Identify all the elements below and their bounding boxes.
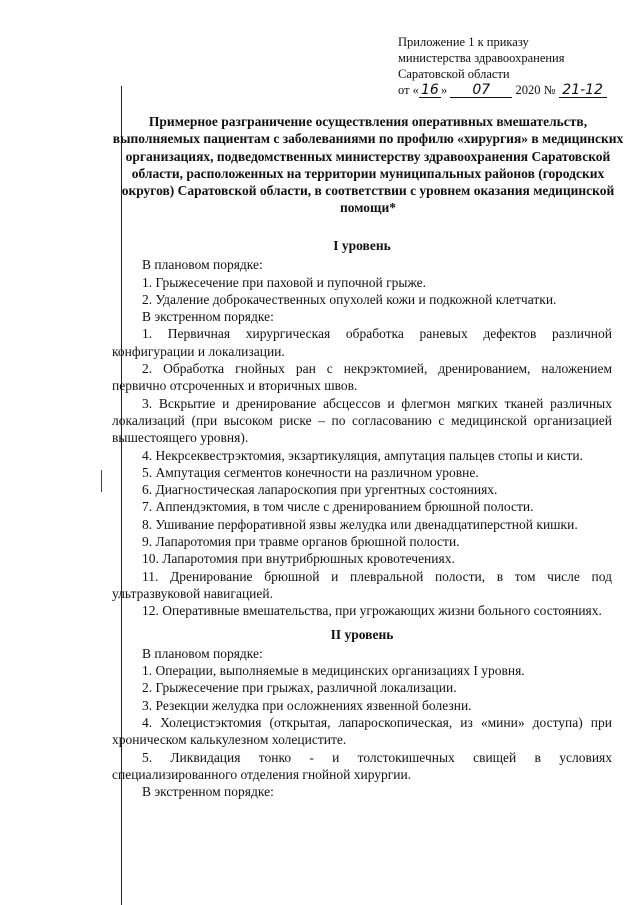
appendix-line-2: министерства здравоохранения: [398, 51, 565, 65]
level-1-emergency-item: 11. Дренирование брюшной и плевральной полости, в том числе под ультразвуковой навигацией.: [112, 568, 612, 601]
level-1-emergency-item: 10. Лапаротомия при внутрибрюшных кровотечениях.: [142, 551, 455, 567]
appendix-month: 07: [450, 83, 512, 98]
level-1-emergency-label: В экстренном порядке:: [142, 309, 274, 325]
appendix-from: от «: [398, 83, 419, 97]
level-2-planned-item: 5. Ликвидация тонко - и толстокишечных свищей в условиях специализированного отделения гнойной хирургии.: [112, 749, 612, 782]
level-1-emergency-item: 9. Лапаротомия при травме органов брюшной полости.: [142, 534, 460, 550]
document-body: [112, 237, 612, 801]
scan-mark: [101, 470, 102, 492]
level-1-planned-item: 1. Грыжесечение при паховой и пупочной грыже.: [142, 274, 427, 290]
level-1-emergency-item: 1. Первичная хирургическая обработка раневых дефектов различной конфигурации и локализации.: [112, 326, 612, 359]
appendix-line-3: Саратовской области: [398, 67, 510, 81]
level-1-planned-item: 2. Удаление доброкачественных опухолей кожи и подкожной клетчатки.: [142, 291, 557, 307]
appendix-year-number: 2020 №: [515, 83, 556, 97]
level-2-planned-item: 3. Резекции желудка при осложнениях язвенной болезни.: [142, 697, 472, 713]
level-1-emergency-item: 2. Обработка гнойных ран с некрэктомией, дренированием, наложением первично отсроченных и вторичных швов.: [112, 361, 612, 394]
level-1-heading: I уровень: [333, 238, 391, 253]
level-2-emergency-label: В экстренном порядке:: [142, 784, 274, 800]
appendix-close-quote: »: [440, 83, 448, 97]
level-2-planned-item: 2. Грыжесечение при грыжах, различной локализации.: [142, 680, 457, 696]
level-1-emergency-item: 7. Аппендэктомия, в том числе с дренированием брюшной полости.: [142, 499, 534, 515]
level-1-planned-label: В плановом порядке:: [142, 257, 263, 273]
level-2-heading: II уровень: [330, 626, 394, 642]
level-1-emergency-item: 4. Некрсеквестрэктомия, экзартикуляция, ампутация пальцев стопы и кисти.: [142, 447, 584, 463]
appendix-date-line: [398, 82, 630, 98]
document-title: Примерное разграничение осуществления оперативных вмешательств, выполняемых пациентам с заболеваниями по профилю «хирургия» в медицинских организациях, подведомственных министерству здравоохранения Саратовской области, расположенных на территории муниципальных районов (городских округов) Саратовской области, в соответствии с уровнем оказания медицинской помощи*: [112, 114, 624, 216]
appendix-block: [398, 34, 630, 98]
appendix-day: 16: [419, 83, 441, 98]
level-1-emergency-item: 5. Ампутация сегментов конечности на различном уровне.: [142, 464, 479, 480]
level-2-planned-label: В плановом порядке:: [142, 645, 263, 661]
level-1-emergency-item: 12. Оперативные вмешательства, при угрожающих жизни больного состояниях.: [142, 603, 602, 619]
level-2-planned-item: 1. Операции, выполняемые в медицинских организациях I уровня.: [142, 663, 525, 679]
appendix-line-1: Приложение 1 к приказу: [398, 35, 529, 49]
level-2-planned-item: 4. Холецистэктомия (открытая, лапароскопическая, из «мини» доступа) при хроническом калькулезном холецистите.: [112, 715, 612, 748]
appendix-order-number: 21-12: [559, 83, 607, 98]
level-1-emergency-item: 6. Диагностическая лапароскопия при ургентных состояниях.: [142, 482, 498, 498]
level-1-emergency-item: 8. Ушивание перфоративной язвы желудка или двенадцатиперстной кишки.: [142, 516, 578, 532]
level-1-emergency-item: 3. Вскрытие и дренирование абсцессов и флегмон мягких тканей различных локализаций (при высоком риске – по согласованию с медицинской организацией вышестоящего уровня).: [112, 395, 612, 446]
